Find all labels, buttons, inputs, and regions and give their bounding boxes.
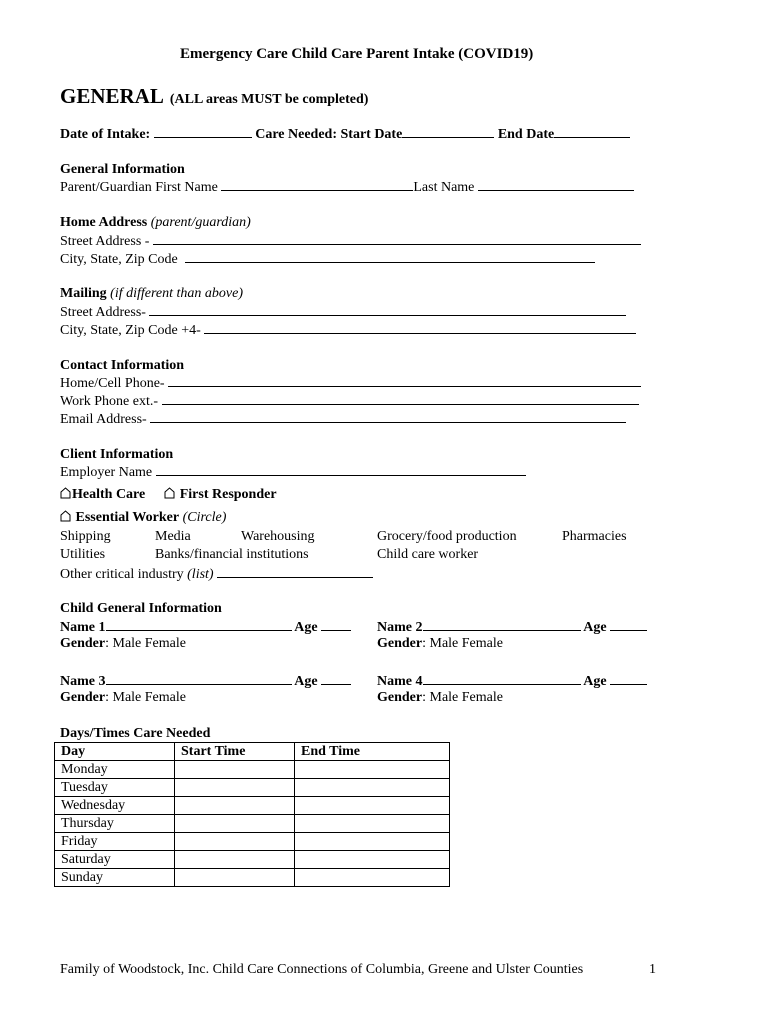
table-row xyxy=(55,869,450,887)
industry-warehousing[interactable]: Warehousing xyxy=(241,529,315,544)
start-date-label: Care Needed: Start Date xyxy=(251,127,403,142)
other-industry-label: Other critical industry xyxy=(60,567,188,582)
document-title: Emergency Care Child Care Parent Intake (COVID19) xyxy=(180,46,534,62)
contact-heading: Contact Information xyxy=(60,358,185,373)
col-day: Day xyxy=(55,743,175,761)
day-cell: Sunday xyxy=(55,869,175,887)
essential-worker-checkbox-icon[interactable] xyxy=(60,510,71,522)
child-3-gender-row xyxy=(60,690,186,706)
day-cell: Monday xyxy=(55,761,175,779)
home-phone-row xyxy=(60,374,641,393)
mailing-heading: Mailing xyxy=(60,286,107,301)
end-time-cell[interactable] xyxy=(295,761,450,779)
home-city-row xyxy=(60,250,595,269)
child-1-name-label: Name 1 xyxy=(60,620,106,635)
child-1-row xyxy=(60,618,351,636)
child-3-gender-options[interactable]: : Male Female xyxy=(105,690,186,705)
home-street-row xyxy=(60,232,641,251)
last-name-field[interactable] xyxy=(478,178,634,191)
day-cell: Friday xyxy=(55,833,175,851)
industry-utilities[interactable]: Utilities xyxy=(60,547,106,562)
general-note: (ALL areas MUST be completed) xyxy=(169,92,369,107)
start-time-cell[interactable] xyxy=(175,869,295,887)
child-4-gender-options[interactable]: : Male Female xyxy=(422,690,503,705)
mailing-heading-row xyxy=(60,285,243,303)
start-time-cell[interactable] xyxy=(175,797,295,815)
mailing-city-row xyxy=(60,321,636,340)
client-heading: Client Information xyxy=(60,447,174,462)
home-city-label: City, State, Zip Code xyxy=(60,252,182,267)
child-4-age-label: Age xyxy=(583,674,607,689)
table-row xyxy=(55,815,450,833)
home-address-qualifier: (parent/guardian) xyxy=(150,215,251,230)
end-time-cell[interactable] xyxy=(295,833,450,851)
mailing-qualifier: (if different than above) xyxy=(110,286,244,301)
child-3-age-field[interactable] xyxy=(321,672,351,685)
email-field[interactable] xyxy=(150,410,626,423)
mailing-street-row xyxy=(60,303,626,322)
end-date-label: End Date xyxy=(494,127,555,142)
col-start-time: Start Time xyxy=(175,743,295,761)
health-care-label: Health Care xyxy=(72,487,146,502)
mailing-city-field[interactable] xyxy=(204,321,636,334)
home-address-heading-row xyxy=(60,214,251,232)
circle-note: (Circle) xyxy=(182,510,227,525)
child-3-gender-label: Gender xyxy=(60,690,106,705)
home-phone-label: Home/Cell Phone- xyxy=(60,376,169,391)
general-heading xyxy=(60,84,368,109)
home-city-field[interactable] xyxy=(185,250,595,263)
child-1-gender-label: Gender xyxy=(60,636,106,651)
start-date-field[interactable] xyxy=(402,125,494,138)
day-cell: Tuesday xyxy=(55,779,175,797)
child-4-name-field[interactable] xyxy=(423,672,581,685)
child-1-gender-options[interactable]: : Male Female xyxy=(105,636,186,651)
child-2-age-label: Age xyxy=(583,620,607,635)
child-2-gender-label: Gender xyxy=(377,636,423,651)
first-responder-label: First Responder xyxy=(179,487,277,502)
work-phone-label: Work Phone ext.- xyxy=(60,394,162,409)
employer-field[interactable] xyxy=(156,463,526,476)
home-phone-field[interactable] xyxy=(168,374,641,387)
employer-label: Employer Name xyxy=(60,465,156,480)
employer-row xyxy=(60,463,526,482)
end-time-cell[interactable] xyxy=(295,851,450,869)
industry-pharmacies[interactable]: Pharmacies xyxy=(562,529,627,544)
child-3-name-field[interactable] xyxy=(106,672,292,685)
footer-text: Family of Woodstock, Inc. Child Care Connections of Columbia, Greene and Ulster Counties xyxy=(60,962,584,977)
end-time-cell[interactable] xyxy=(295,815,450,833)
role-checkbox-row xyxy=(60,486,277,504)
work-phone-row xyxy=(60,392,639,411)
industry-shipping[interactable]: Shipping xyxy=(60,529,111,544)
child-4-age-field[interactable] xyxy=(610,672,647,685)
industry-banks[interactable]: Banks/financial institutions xyxy=(155,547,309,562)
home-street-field[interactable] xyxy=(153,232,641,245)
table-row xyxy=(55,833,450,851)
table-row xyxy=(55,797,450,815)
essential-worker-label: Essential Worker xyxy=(75,510,180,525)
health-care-checkbox-icon[interactable] xyxy=(60,487,71,499)
end-time-cell[interactable] xyxy=(295,779,450,797)
start-time-cell[interactable] xyxy=(175,815,295,833)
start-time-cell[interactable] xyxy=(175,761,295,779)
guardian-name-row xyxy=(60,178,634,197)
essential-worker-row xyxy=(60,509,226,527)
child-2-gender-options[interactable]: : Male Female xyxy=(422,636,503,651)
child-4-gender-row xyxy=(377,690,503,706)
day-cell: Thursday xyxy=(55,815,175,833)
mailing-street-label: Street Address- xyxy=(60,305,150,320)
start-time-cell[interactable] xyxy=(175,833,295,851)
work-phone-field[interactable] xyxy=(162,392,639,405)
intake-row xyxy=(60,125,630,144)
industry-grocery[interactable]: Grocery/food production xyxy=(377,529,517,544)
child-3-age-label: Age xyxy=(294,674,318,689)
end-date-field[interactable] xyxy=(554,125,630,138)
child-2-age-field[interactable] xyxy=(610,618,647,631)
first-responder-checkbox-icon[interactable] xyxy=(164,487,175,499)
child-4-gender-label: Gender xyxy=(377,690,423,705)
email-label: Email Address- xyxy=(60,412,151,427)
start-time-cell[interactable] xyxy=(175,851,295,869)
child-1-gender-row xyxy=(60,636,186,652)
home-address-heading: Home Address xyxy=(60,215,148,230)
general-info-heading: General Information xyxy=(60,162,185,177)
industry-media[interactable]: Media xyxy=(155,529,191,544)
first-name-label: Parent/Guardian First Name xyxy=(60,180,222,195)
end-time-cell[interactable] xyxy=(295,869,450,887)
date-of-intake-field[interactable] xyxy=(154,125,252,138)
other-industry-row xyxy=(60,565,373,584)
mailing-city-label: City, State, Zip Code +4- xyxy=(60,323,205,338)
general-title: GENERAL xyxy=(60,84,164,108)
child-1-name-field[interactable] xyxy=(106,618,292,631)
child-2-row xyxy=(377,618,647,636)
first-name-field[interactable] xyxy=(221,178,413,191)
other-industry-note: (list) xyxy=(187,567,214,582)
child-3-name-label: Name 3 xyxy=(60,674,106,689)
col-end-time: End Time xyxy=(295,743,450,761)
child-4-row xyxy=(377,672,647,690)
table-row xyxy=(55,761,450,779)
child-1-age-field[interactable] xyxy=(321,618,351,631)
industry-child-care[interactable]: Child care worker xyxy=(377,547,479,562)
last-name-label: Last Name xyxy=(413,180,478,195)
child-4-name-label: Name 4 xyxy=(377,674,423,689)
email-row xyxy=(60,410,626,429)
child-info-heading: Child General Information xyxy=(60,601,222,616)
child-2-gender-row xyxy=(377,636,503,652)
page-number: 1 xyxy=(649,962,656,977)
days-table-header xyxy=(55,743,450,761)
days-table xyxy=(54,742,450,887)
child-2-name-field[interactable] xyxy=(423,618,581,631)
table-row xyxy=(55,851,450,869)
days-heading: Days/Times Care Needed xyxy=(60,726,211,741)
end-time-cell[interactable] xyxy=(295,797,450,815)
day-cell: Saturday xyxy=(55,851,175,869)
child-2-name-label: Name 2 xyxy=(377,620,423,635)
day-cell: Wednesday xyxy=(55,797,175,815)
date-of-intake-label: Date of Intake: xyxy=(60,127,154,142)
table-row xyxy=(55,779,450,797)
child-1-age-label: Age xyxy=(294,620,318,635)
start-time-cell[interactable] xyxy=(175,779,295,797)
other-industry-field[interactable] xyxy=(217,565,373,578)
child-3-row xyxy=(60,672,351,690)
home-street-label: Street Address - xyxy=(60,234,153,249)
mailing-street-field[interactable] xyxy=(149,303,626,316)
